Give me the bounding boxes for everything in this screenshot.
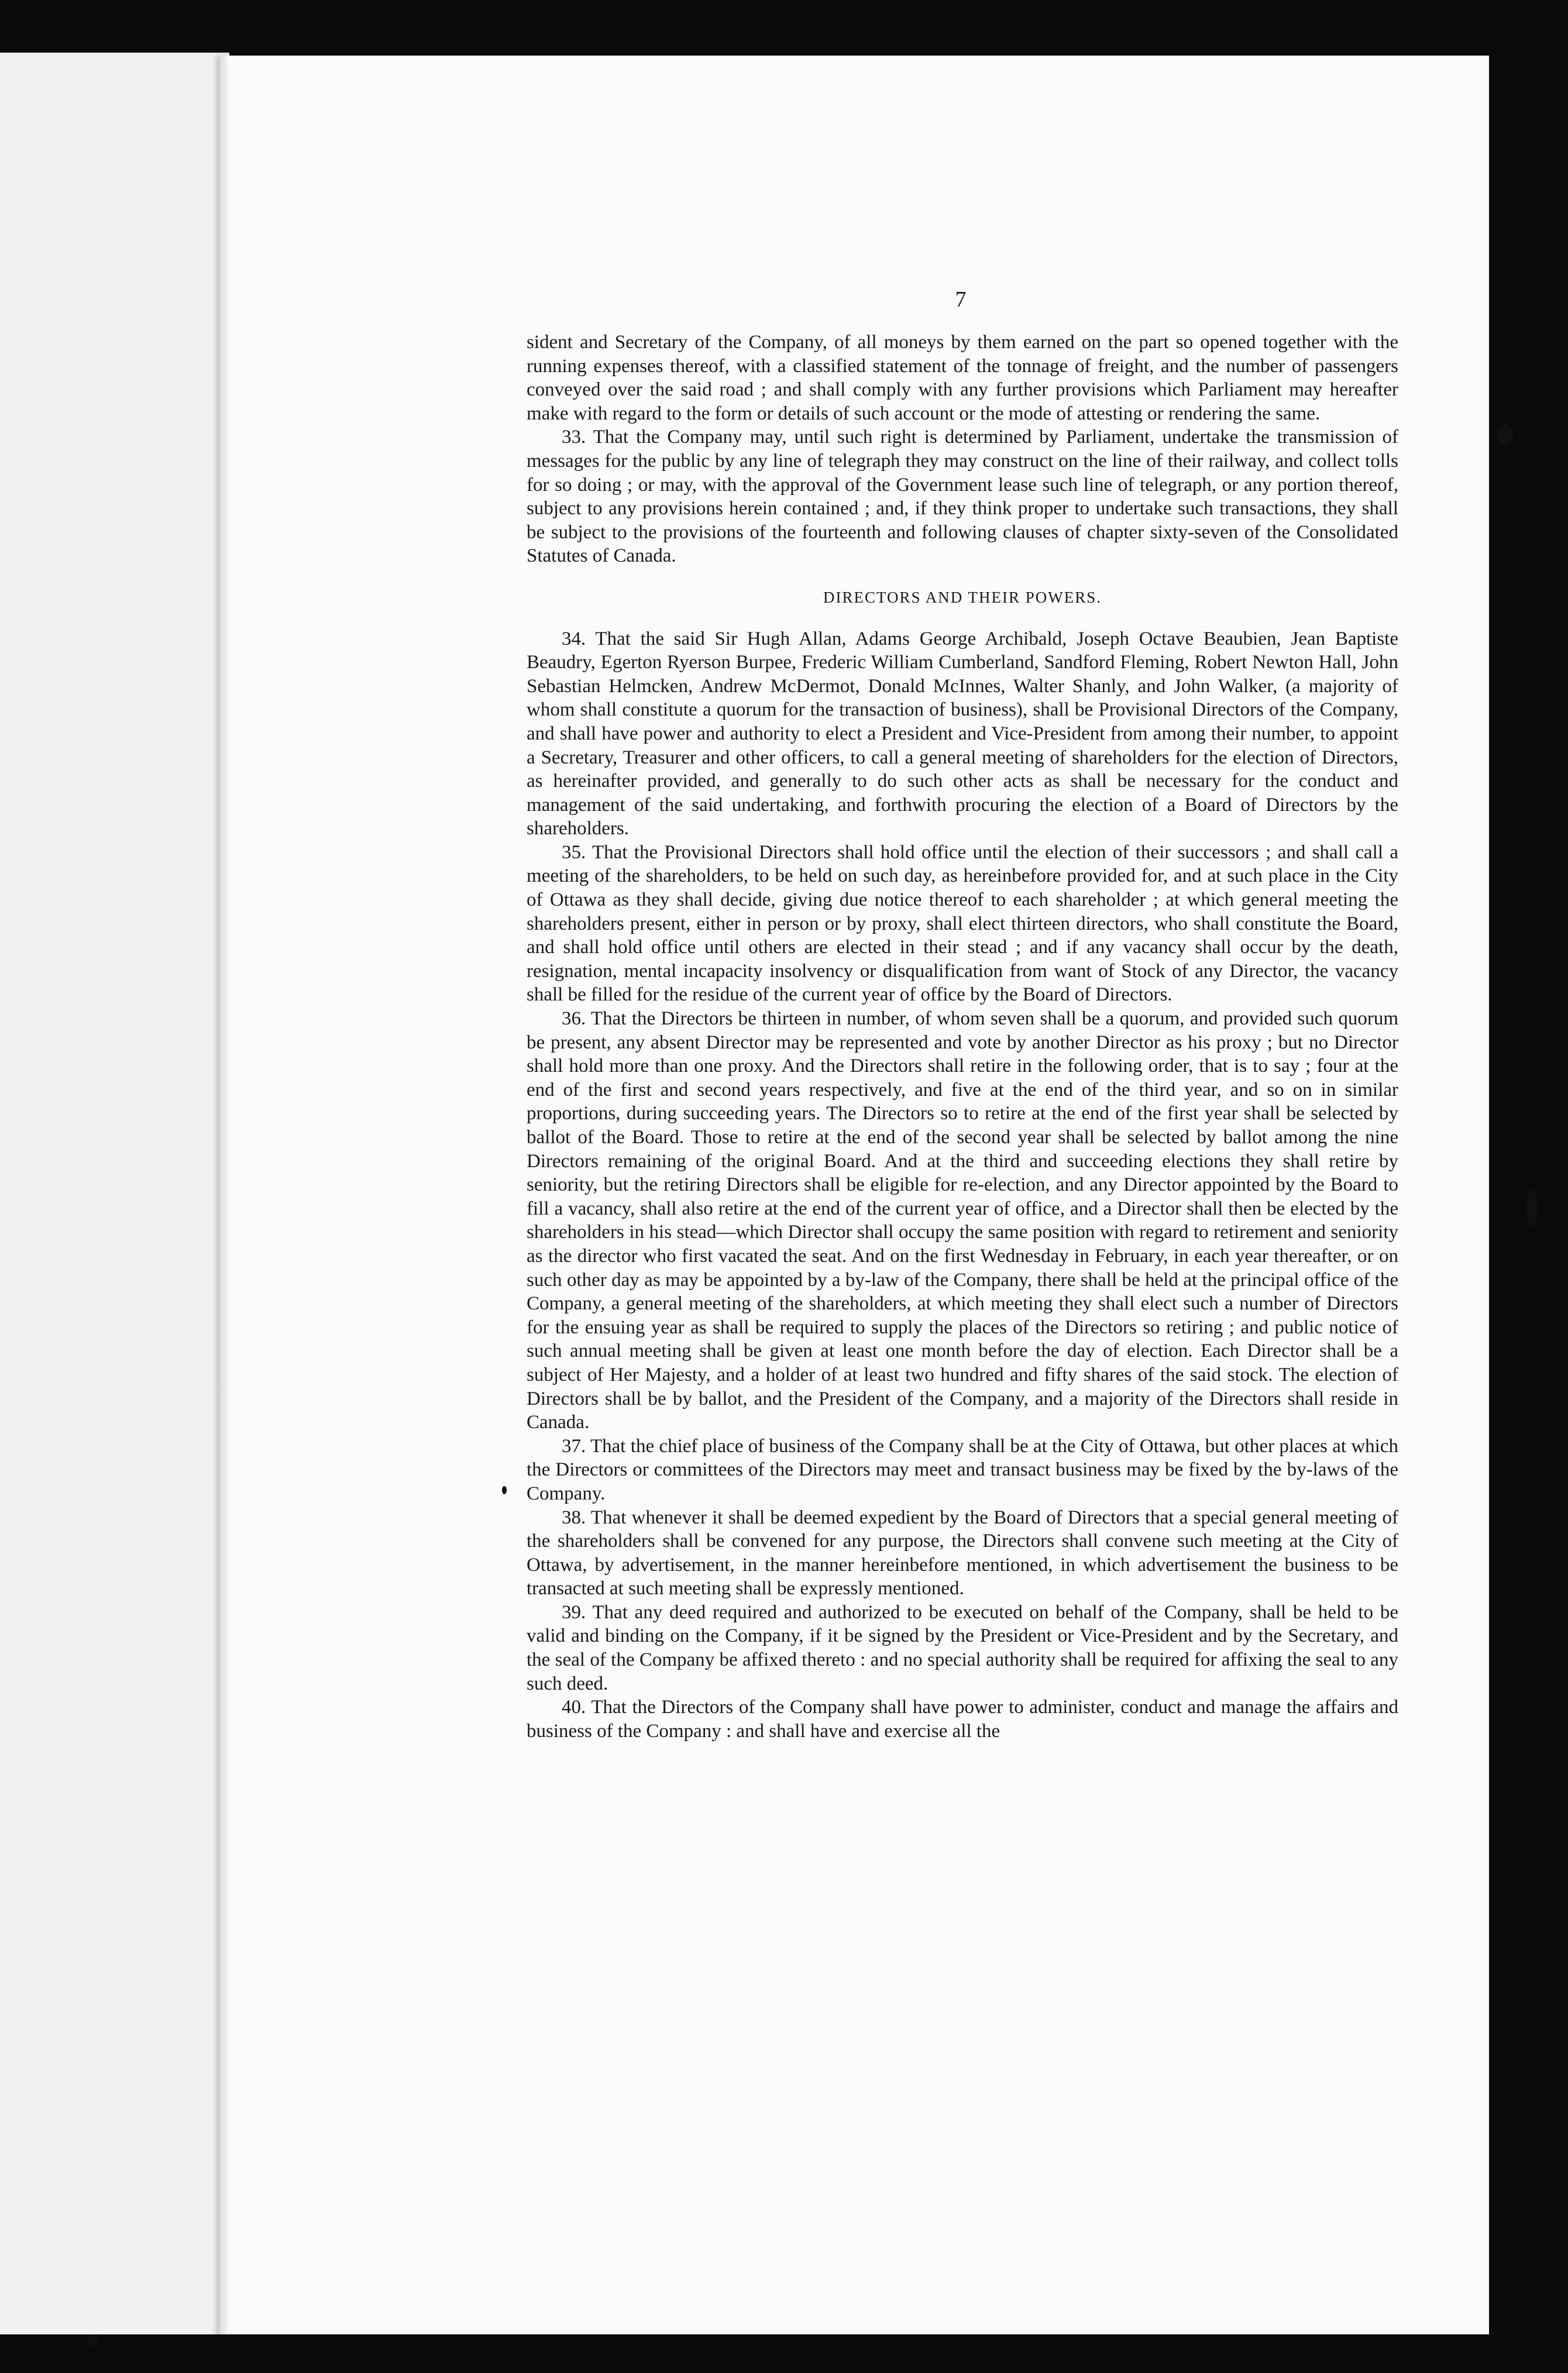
section-38: 38. That whenever it shall be deemed expedient by the Board of Directors that a special general meeting of the shareholders shall be convened for any purpose, the Directors shall convene such meeting at the City of Ottawa, by advertisement, in the manner hereinbefore mentioned, in which advertisement the business to be transacted at such meeting shall be expressly mentioned. [527,1507,1398,1600]
section-34: 34. That the said Sir Hugh Allan, Adams George Archibald, Joseph Octave Beaubien, Jean Baptiste Beaudry, Egerton Ryerson Burpee, Frederic William Cumberland, Sandford Fleming, Robert Newton Hall, John Sebastian Helmcken, Andrew McDermot, Donald McInnes, Walter Shanly, and John Walker, (a majority of whom shall constitute a quorum for the transaction of business), shall be Provisional Directors of the Company, and shall have power and authority to elect a President and Vice-President from among their number, to appoint a Secretary, Treasurer and other officers, to call a general meeting of shareholders for the election of Directors, as hereinafter provided, and generally to do such other acts as shall be necessary for the conduct and management of the said undertaking, and forthwith procuring the election of a Board of Directors by the shareholders. [527,628,1398,840]
scan-speck [502,1486,507,1494]
section-40: 40. That the Directors of the Company shall have power to administer, conduct and manage the affairs and business of the Company : and shall have and exercise all the [527,1697,1398,1742]
scan-speck [1497,424,1513,445]
section-36: 36. That the Directors be thirteen in number, of whom seven shall be a quorum, and provided such quorum be present, any absent Director may be represented and vote by another Director as his proxy ; but no Director shall hold more than one proxy. And the Directors shall retire in the following order, that is to say ; four at the end of the first and second years respectively, and five at the end of the third year, and so on in similar proportions, during succeeding years. The Directors so to retire at the end of the first year shall be selected by ballot of the Board. Those to retire at the end of the second year shall be selected by ballot among the nine Directors remaining of the original Board. And at the third and succeeding elections they shall retire by seniority, but the retiring Directors shall be eligible for re-election, and any Director appointed by the Board to fill a vacancy, shall also retire at the end of the current year of office, and a Director shall then be elected by the shareholders in his stead—which Director shall occupy the same position with regard to retirement and seniority as the director who first vacated the seat. And on the first Wednesday in February, in each year thereafter, or on such other day as may be appointed by a by-law of the Company, there shall be held at the principal office of the Company, a general meeting of the shareholders, at which meeting they shall elect such a number of Directors for the ensuing year as shall be required to supply the places of the Directors so retiring ; and public notice of such annual meeting shall be given at least one month before the day of election. Each Director shall be a subject of Her Majesty, and a holder of at least two hundred and fifty shares of the said stock. The election of Directors shall be by ballot, and the President of the Company, and a majority of the Directors shall reside in Canada. [527,1008,1398,1433]
scan-top-border [0,0,1568,56]
scan-speck [1527,1191,1538,1226]
scan-right-border [1489,0,1568,2373]
scan-speck [88,2334,98,2347]
page-gutter-shadow [219,56,230,2337]
section-35: 35. That the Provisional Directors shall hold office until the election of their successors ; and shall call a meeting of the shareholders, to be held on such day, as hereinbefore provided for, and at such place in the City of Ottawa as they shall decide, giving due notice thereof to each shareholder ; at which general meeting the shareholders present, either in person or by proxy, shall elect thirteen directors, who shall constitute the Board, and shall hold office until others are elected in their stead ; and if any vacancy shall occur by the death, resignation, mental incapacity insolvency or disqualification from want of Stock of any Director, the vacancy shall be filled for the residue of the current year of office by the Board of Directors. [527,841,1398,1006]
opening-paragraph: sident and Secretary of the Company, of all moneys by them earned on the part so opened together with the running expenses thereof, with a classified statement of the tonnage of freight, and the number of passengers conveyed over the said road ; and shall comply with any further provisions which Parliament may hereafter make with regard to the form or details of such account or the mode of attesting or rendering the same. [527,332,1398,424]
section-39: 39. That any deed required and authorized to be executed on behalf of the Company, shall be held to be valid and binding on the Company, if it be signed by the President or Vice-President and by the Secretary, and the seal of the Company be affixed thereto : and no special authority shall be required for affixing the seal to any such deed. [527,1601,1398,1694]
section-heading: DIRECTORS AND THEIR POWERS. [823,588,1102,606]
body-text [527,331,1398,1743]
section-33: 33. That the Company may, until such right is determined by Parliament, undertake the transmission of messages for the public by any line of telegraph they may construct on the line of their railway, and collect tolls for so doing ; or may, with the approval of the Government lease such line of telegraph, or any portion thereof, subject to any provisions herein contained ; and, if they think proper to undertake such transactions, they shall be subject to the provisions of the fourteenth and following clauses of chapter sixty-seven of the Consolidated Statutes of Canada. [527,427,1398,567]
facing-page [0,53,229,2337]
section-37: 37. That the chief place of business of the Company shall be at the City of Ottawa, but other places at which the Directors or committees of the Directors may meet and transact business may be fixed by the by-laws of the Company. [527,1435,1398,1504]
page-number: 7 [955,287,967,312]
scan-bottom-border [0,2334,1568,2373]
